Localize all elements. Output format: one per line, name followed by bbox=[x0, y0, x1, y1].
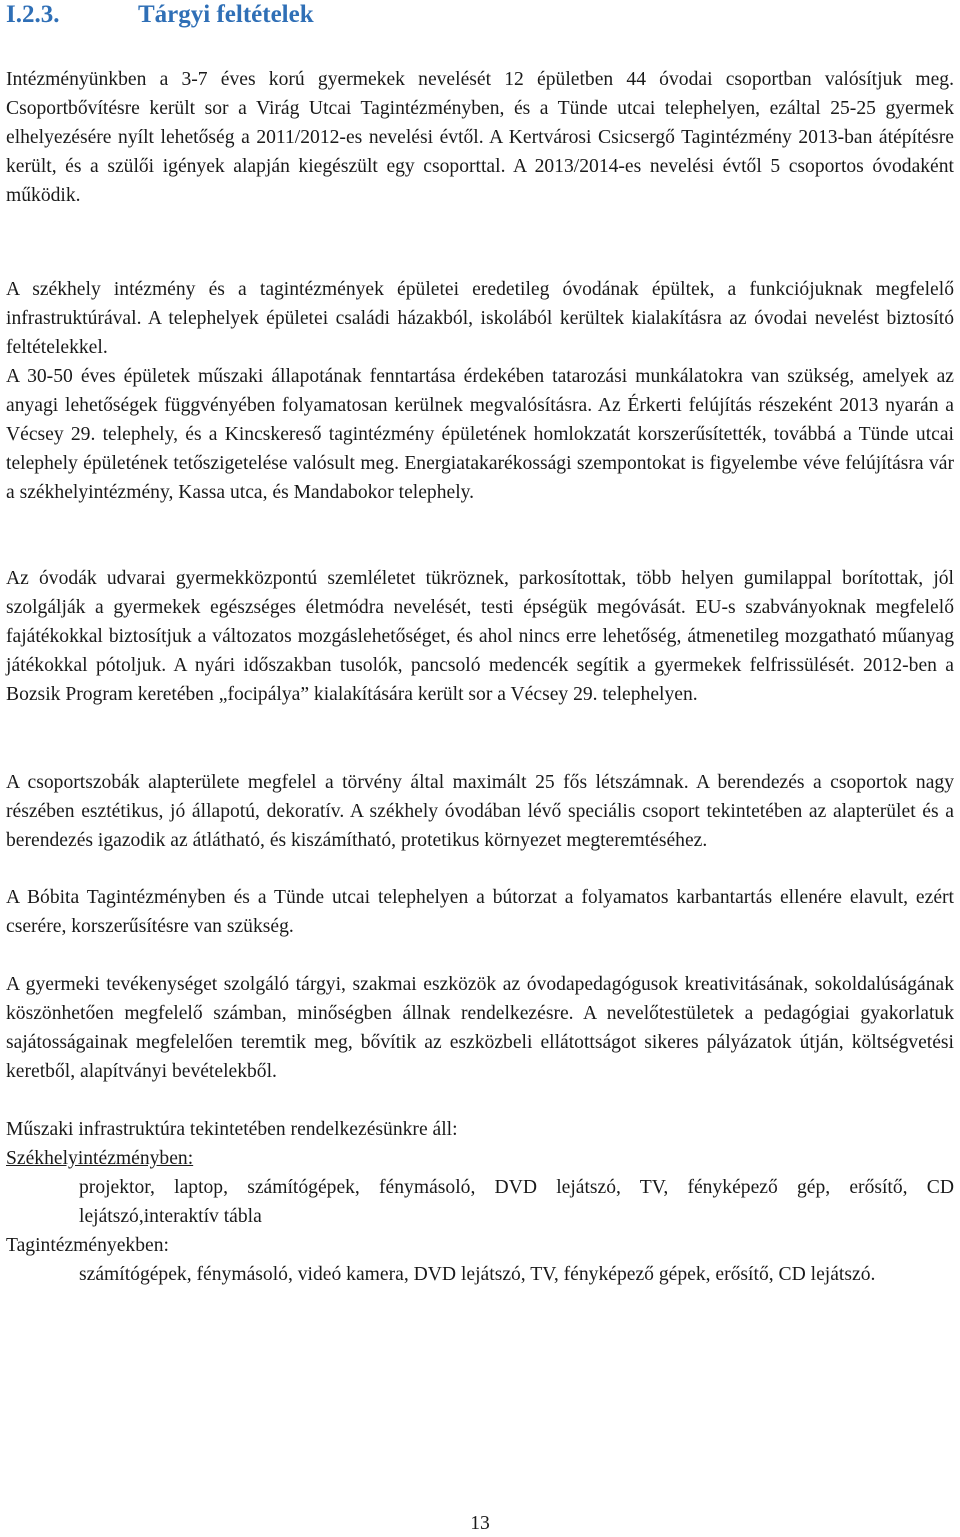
section-heading bbox=[6, 0, 314, 30]
page-number: 13 bbox=[470, 1513, 490, 1534]
paragraph-equipment: A gyermeki tevékenységet szolgáló tárgyi, szakmai eszközök az óvodapedagógusok kreativitásának, sokoldalúságának köszönhetően megfelelő számban, minőségben állnak rendelkezésre. A nevelőtestületek a pedagógiai gyakorlatuk sajátosságainak megfelelően teremtik meg, bővítik az eszközbeli ellátottságot sikeres pályázatok útján, költségvetési keretből, alapítványi bevételekből. bbox=[6, 974, 954, 1082]
paragraph-playgrounds: Az óvodák udvarai gyermekközpontú szemléletet tükröznek, parkosítottak, több helyen gumilappal borítottak, jól szolgálják a gyermekek egészséges életmódra nevelését, testi épségük megóvását. EU-s szabványoknak megfelelő fajátékokkal biztosítjuk a változatos mozgáslehetőséget, és ahol nincs erre lehetőség, átmenetileg mozgatható műanyag játékokkal pótoljuk. A nyári időszakban tusolók, pancsoló medencék segítik a gyermekek felfrissülését. 2012-ben a Bozsik Program keretében „focipálya” kialakítására került sor a Vécsey 29. telephelyen. bbox=[6, 568, 954, 705]
paragraph-group-rooms: A csoportszobák alapterülete megfelel a törvény által maximált 25 fős létszámnak. A berendezés a csoportok nagy részében esztétikus, jó állapotú, dekoratív. A székhely óvodában lévő speciális csoport tekintetében az alapterület és a berendezés igazodik az átlátható, és kiszámítható, protetikus környezet megteremtéséhez. bbox=[6, 772, 954, 851]
paragraph-building-origins: A székhely intézmény és a tagintézmények épületei eredetileg óvodának épültek, a funkciójuknak megfelelő infrastruktúrával. A telephelyek épületei családi házakból, iskolából kerültek kialakításra az óvodai nevelést biztosító feltételekkel. bbox=[6, 279, 954, 358]
section-title: Tárgyi feltételek bbox=[138, 1, 314, 28]
paragraph-furniture: A Bóbita Tagintézményben és a Tünde utcai telephelyen a bútorzat a folyamatos karbantartás ellenére elavult, ezért cserére, korszerűsítésre van szükség. bbox=[6, 887, 954, 937]
paragraph-group-count: Intézményünkben a 3-7 éves korú gyermekek nevelését 12 épületben 44 óvodai csoportban valósítjuk meg. Csoportbővítésre került sor a Virág Utcai Tagintézményben, és a Tünde utcai telephelyen, ezáltal 25-25 gyermek elhelyezésére nyílt lehetőség a 2011/2012-es nevelési évtől. A Kertvárosi Csicsergő Tagintézmény 2013-ban átépítésre került, és a szülői igények alapján kiegészült egy csoporttal. A 2013/2014-es nevelési évtől 5 csoportos óvodaként működik. bbox=[6, 69, 954, 206]
hq-equipment-list: projektor, laptop, számítógépek, fénymásoló, DVD lejátszó, TV, fényképező gép, erősítő, CD lejátszó,interaktív tábla bbox=[79, 1177, 954, 1227]
hq-label: Székhelyintézményben: bbox=[6, 1148, 194, 1169]
branch-label: Tagintézményekben: bbox=[6, 1235, 169, 1256]
branch-equipment-list: számítógépek, fénymásoló, videó kamera, DVD lejátszó, TV, fényképező gépek, erősítő, CD lejátszó. bbox=[79, 1264, 876, 1285]
infrastructure-intro: Műszaki infrastruktúra tekintetében rendelkezésünkre áll: bbox=[6, 1119, 458, 1140]
section-number: I.2.3. bbox=[6, 1, 60, 28]
paragraph-renovation: A 30-50 éves épületek műszaki állapotának fenntartása érdekében tatarozási munkálatokra van szükség, amelyek az anyagi lehetőségek függvényében folyamatosan kerülnek megvalósításra. Az Érkerti felújítás részeként 2013 nyarán a Vécsey 29. telephely, és a Kincskereső tagintézmény épületének homlokzatát korszerűsítették, továbbá a Tünde utcai telephely épületének tetőszigetelése valósult meg. Energiatakarékossági szempontokat is figyelembe véve felújításra vár a székhelyintézmény, Kassa utca, és Mandabokor telephely. bbox=[6, 366, 954, 503]
